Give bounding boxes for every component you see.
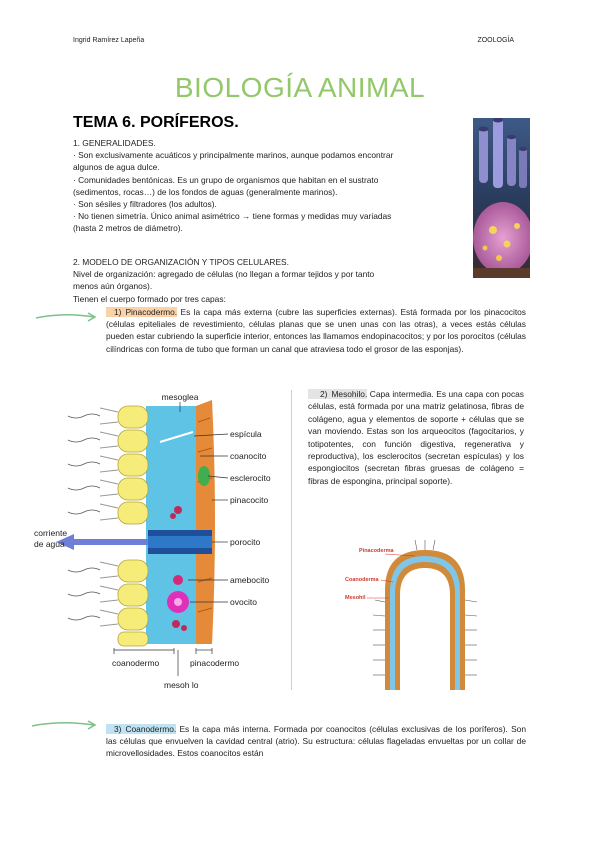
section-modelo [73, 256, 465, 305]
text-line: (hasta 2 metros de diámetro). [73, 223, 183, 234]
label-pinacocito: pinacocito [230, 495, 269, 505]
capa-description: Es la capa más externa (cubre las superficies externas). Está formada por los pinacocitos (células epiteliales de revestimiento, células planas que se unen unas con las otras), a veces estás células pueden estar cubriendo la superficie interior, entonces las llamamos endopinacocitos; y por los porocitos (células cilíndricas con forma de tubo que forman un canal que atraviesa todo el grosor de las esponjas). [106, 307, 526, 354]
text-line: · Son sésiles y filtradores (los adultos). [73, 199, 217, 210]
label-pinacodermo: pinacodermo [190, 658, 240, 668]
text-line: Nivel de organización: agregado de células (no llegan a formar tejidos y por tanto [73, 269, 375, 280]
label-coanoderma: Coanoderma [345, 577, 379, 583]
capa-mesohilo [308, 388, 524, 487]
sponge-wall-diagram [28, 392, 290, 698]
label-mesoglea: mesoglea [161, 392, 199, 402]
label-esclerocito: esclerocito [230, 473, 271, 483]
text-line: · Son exclusivamente acuáticos y principalmente marinos, aunque podamos encontrar [73, 150, 394, 161]
capa-coanodermo [106, 723, 526, 760]
sponge-section-diagram [345, 540, 505, 690]
text-line: Tienen el cuerpo formado por tres capas: [73, 293, 226, 304]
label-de-agua: de agua [34, 539, 65, 549]
text-line: · No tienen simetría. Único animal asimétrico → tiene formas y medidas muy variadas [73, 211, 392, 222]
label-corriente: corriente [34, 528, 68, 538]
label-mesohilo: mesoh lo [164, 680, 199, 690]
header-author: Ingrid Ramírez Lapeña [73, 37, 145, 44]
text-line: menos aún órganos). [73, 281, 153, 292]
text-line: algunos de agua dulce. [73, 162, 160, 173]
item-number: 3) [106, 724, 125, 734]
capa-description: Capa intermedia. Es una capa con pocas células, está formada por una matriz gelatinosa, fibras de colágeno, agua y elementos de soporte + células que se van moviendo. Estas son los arqueocitos (fagocitarios, y totipotentes, con función digestiva, regenerativa y reproductiva), los esclerocitos (secretan espículas) y los espongiocitos (secretan fibras gruesas de colágeno = fibras de espongina, principal soporte). [308, 389, 524, 486]
label-ovocito: ovocito [230, 597, 257, 607]
capa-pinacodermo [106, 306, 526, 355]
annotation-arrow-icon [34, 310, 100, 324]
label-espicula: espícula [230, 429, 262, 439]
item-number: 2) [308, 389, 331, 399]
term-mesohilo: Mesohilo. [331, 389, 368, 399]
section-heading: 2. MODELO DE ORGANIZACIÓN Y TIPOS CELULARES. [73, 257, 289, 267]
header-subject: ZOOLOGÍA [477, 37, 514, 44]
annotation-arrow-icon [30, 718, 100, 732]
label-pinacoderma: Pinacoderma [359, 548, 394, 554]
section-generalidades [73, 137, 465, 235]
item-number: 1) [106, 307, 125, 317]
label-mesohil: Mesohil [345, 595, 366, 601]
label-coanocito: coanocito [230, 451, 267, 461]
document-title: BIOLOGÍA ANIMAL [174, 72, 426, 103]
label-porocito: porocito [230, 537, 261, 547]
section-heading: 1. GENERALIDADES. [73, 138, 156, 148]
text-line: · Comunidades bentónicas. Es un grupo de organismos que habitan en el sustrato [73, 174, 379, 185]
label-coanodermo: coanodermo [112, 658, 160, 668]
label-amebocito: amebocito [230, 575, 270, 585]
column-divider [291, 390, 292, 690]
sponge-photo [473, 118, 530, 278]
term-coanodermo: Coanodermo. [125, 724, 177, 734]
text-line: (sedimentos, rocas…) de los fondos de aguas (generalmente marinos). [73, 186, 338, 197]
capa-description: Es la capa más interna. Formada por coanocitos (células exclusivas de los poríferos). Son las células que envuelven la cavidad central (atrio). Su estructura: células flageladas envueltas por un collar de microvellosidades. Estos coanocitos están [106, 724, 526, 759]
term-pinacodermo: Pinacodermo. [125, 307, 178, 317]
topic-title: TEMA 6. PORÍFEROS. [73, 114, 239, 131]
